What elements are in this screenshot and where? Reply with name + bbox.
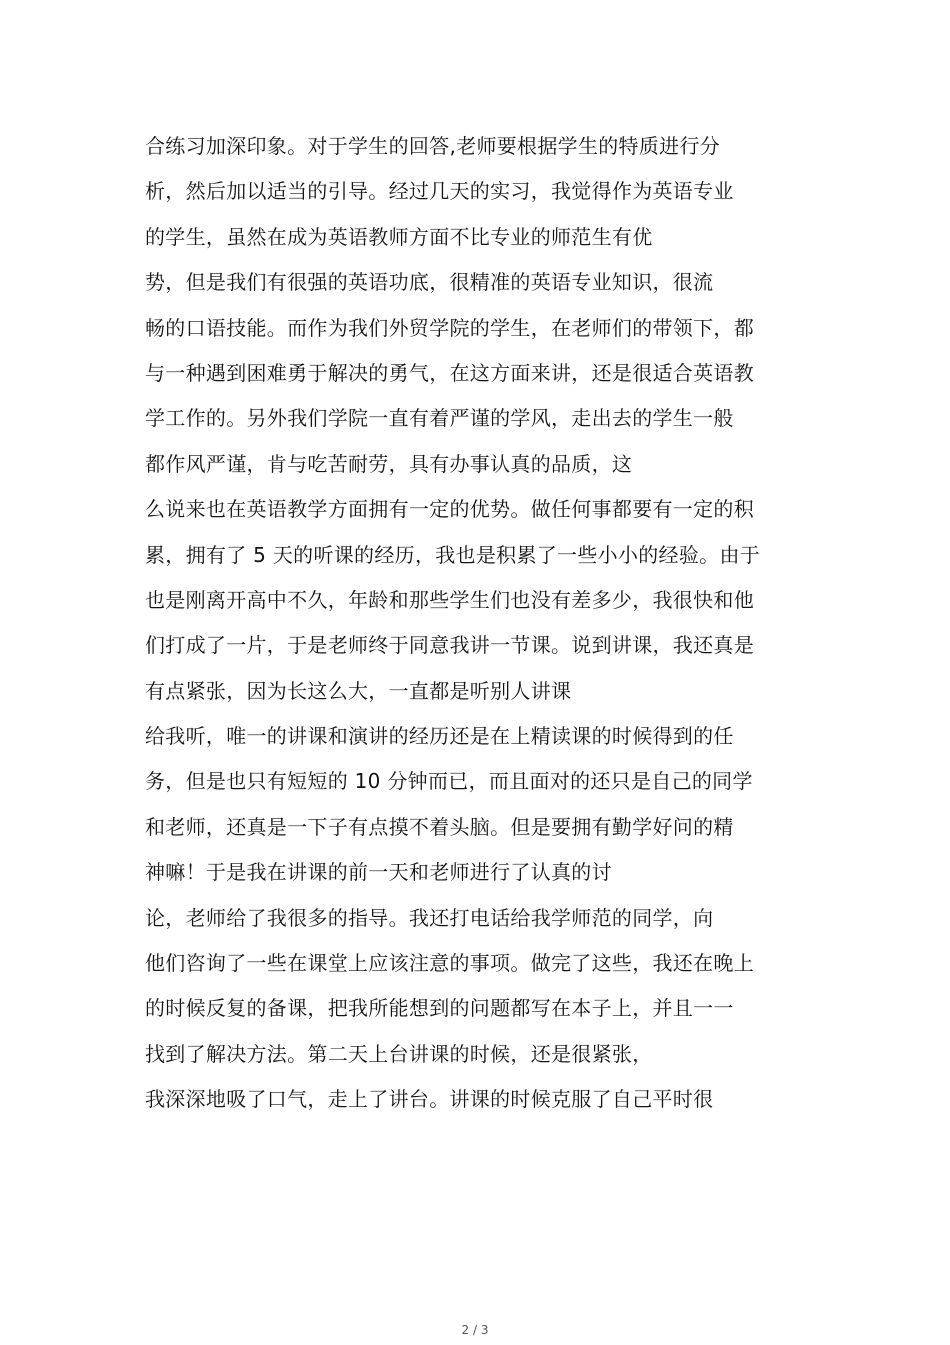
- text-line: 都作风严谨，肯与吃苦耐劳，具有办事认真的品质，这: [145, 451, 633, 476]
- text-line: 他们咨询了一些在课堂上应该注意的事项。做完了这些，我还在晚上: [145, 951, 754, 976]
- text-line: 的时候反复的备课，把我所能想到的问题都写在本子上，并且一一: [145, 996, 734, 1021]
- text-line: 我深深地吸了口气，走上了讲台。讲课的时候克服了自己平时很: [145, 1087, 714, 1112]
- text-line: 有点紧张，因为长这么大，一直都是听别人讲课: [145, 678, 572, 703]
- text-line: 与一种遇到困难勇于解决的勇气，在这方面来讲，还是很适合英语教: [145, 360, 754, 385]
- text-line: 累，拥有了 5 天的听课的经历，我也是积累了一些小小的经验。由于: [145, 542, 761, 567]
- text-line: 务，但是也只有短短的 10 分钟而已，而且面对的还只是自己的同学: [145, 769, 753, 794]
- text-line: 势，但是我们有很强的英语功底，很精准的英语专业知识，很流: [145, 270, 714, 295]
- text-line: 找到了解决方法。第二天上台讲课的时候，还是很紧张，: [145, 1041, 653, 1066]
- body-text: [145, 124, 825, 1123]
- text-line: 析，然后加以适当的引导。经过几天的实习，我觉得作为英语专业: [145, 179, 734, 204]
- text-line: 神嘛！于是我在讲课的前一天和老师进行了认真的讨: [145, 860, 612, 885]
- text-line: 合练习加深印象。对于学生的回答,老师要根据学生的特质进行分: [145, 134, 721, 158]
- text-line: 和老师，还真是一下子有点摸不着头脑。但是要拥有勤学好问的精: [145, 814, 734, 839]
- text-line: 学工作的。另外我们学院一直有着严谨的学风，走出去的学生一般: [145, 406, 734, 431]
- text-line: 们打成了一片，于是老师终于同意我讲一节课。说到讲课，我还真是: [145, 633, 754, 658]
- text-line: 畅的口语技能。而作为我们外贸学院的学生，在老师们的带领下，都: [145, 315, 754, 340]
- text-line: 给我听，唯一的讲课和演讲的经历还是在上精读课的时候得到的任: [145, 724, 734, 749]
- text-line: 的学生，虽然在成为英语教师方面不比专业的师范生有优: [145, 224, 653, 249]
- page-number: 2 / 3: [461, 1323, 489, 1337]
- text-line: 么说来也在英语教学方面拥有一定的优势。做任何事都要有一定的积: [145, 497, 754, 522]
- text-line: 也是刚离开高中不久，年龄和那些学生们也没有差多少，我很快和他: [145, 587, 754, 612]
- text-line: 论，老师给了我很多的指导。我还打电话给我学师范的同学，向: [145, 905, 714, 930]
